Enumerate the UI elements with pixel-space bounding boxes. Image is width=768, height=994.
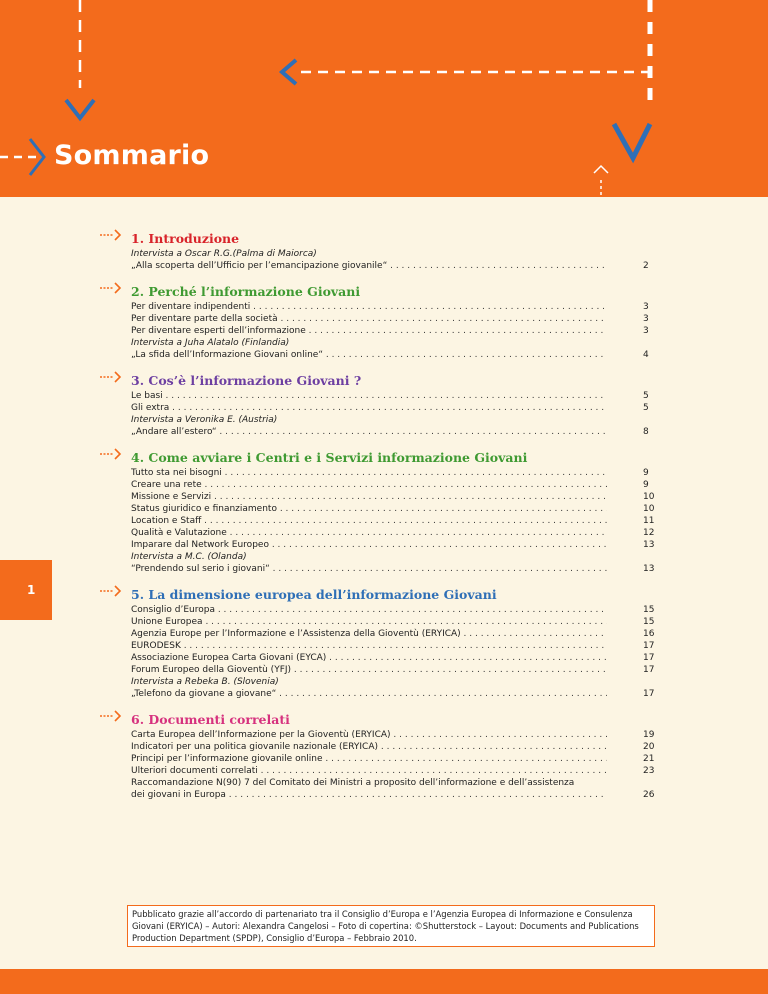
entry-page-number: 10 xyxy=(643,504,655,514)
section-arrow-icon xyxy=(100,448,122,460)
entry-page-number: 17 xyxy=(643,653,655,663)
toc-entry[interactable] xyxy=(131,325,660,337)
toc-entry[interactable] xyxy=(131,604,660,616)
entry-page-number: 4 xyxy=(643,350,649,360)
section-title: 1. Introduzione xyxy=(131,231,240,246)
toc-entry[interactable] xyxy=(131,765,660,777)
section-arrow-icon xyxy=(100,282,122,294)
section-arrow-icon xyxy=(100,585,122,597)
entry-page-number: 9 xyxy=(643,468,649,478)
entry-page-number: 19 xyxy=(643,730,655,740)
entry-text: „La sfida dell’Informazione Giovani online“ . . . xyxy=(131,349,607,361)
interview-label xyxy=(131,248,660,260)
entry-text: Per diventare esperti dell’informazione . . . xyxy=(131,325,607,337)
entry-page-number: 13 xyxy=(643,564,655,574)
entry-text: Associazione Europea Carta Giovani (EYCA) . . . xyxy=(131,652,607,664)
toc-entry[interactable] xyxy=(131,467,660,479)
toc-entry[interactable] xyxy=(131,741,660,753)
entry-text: Per diventare parte della società . . . xyxy=(131,313,607,325)
entry-page-number: 13 xyxy=(643,540,655,550)
entry-text: „Alla scoperta dell’Ufficio per l’emancipazione giovanile“ . . . xyxy=(131,260,607,272)
entry-text: Intervista a Rebeka B. (Slovenia) xyxy=(131,677,279,687)
entry-text: Gli extra . . . xyxy=(131,402,607,414)
entry-text: Qualità e Valutazione . . . xyxy=(131,527,607,539)
section-title: 4. Come avviare i Centri e i Servizi informazione Giovani xyxy=(131,450,528,465)
toc-section xyxy=(100,226,660,272)
toc-section xyxy=(100,445,660,575)
page-title: Sommario xyxy=(54,140,210,171)
toc-entry[interactable] xyxy=(131,616,660,628)
toc-section xyxy=(100,368,660,438)
toc-entry[interactable] xyxy=(131,402,660,414)
section-arrow-icon xyxy=(100,229,122,241)
section-heading[interactable] xyxy=(100,368,660,390)
header-banner xyxy=(0,0,768,197)
entry-text: Imparare dal Network Europeo . . . xyxy=(131,539,607,551)
toc-entry[interactable] xyxy=(131,753,660,765)
section-heading[interactable] xyxy=(100,226,660,248)
entry-page-number: 3 xyxy=(643,302,649,312)
entry-page-number: 17 xyxy=(643,689,655,699)
entry-page-number: 15 xyxy=(643,617,655,627)
toc-entry[interactable] xyxy=(131,688,660,700)
entry-text: Agenzia Europe per l’Informazione e l’Assistenza della Gioventù (ERYICA) . . . xyxy=(131,628,607,640)
entry-page-number: 20 xyxy=(643,742,655,752)
toc-entry[interactable] xyxy=(131,664,660,676)
toc-entry[interactable] xyxy=(131,491,660,503)
footer-bar xyxy=(0,969,768,994)
entry-text-tail: dei giovani in Europa . . . xyxy=(131,789,607,801)
toc-entry[interactable] xyxy=(131,515,660,527)
toc-entry[interactable] xyxy=(131,640,660,652)
toc-entry[interactable] xyxy=(131,652,660,664)
toc-entry[interactable] xyxy=(131,479,660,491)
entry-text: Intervista a Juha Alatalo (Finlandia) xyxy=(131,338,290,348)
entry-text: Intervista a M.C. (Olanda) xyxy=(131,552,247,562)
entry-page-number: 3 xyxy=(643,314,649,324)
toc-entry[interactable] xyxy=(131,628,660,640)
section-heading[interactable] xyxy=(100,582,660,604)
toc-section xyxy=(100,707,660,801)
interview-label xyxy=(131,676,660,688)
entry-page-number: 9 xyxy=(643,480,649,490)
entry-text: Status giuridico e finanziamento . . . xyxy=(131,503,607,515)
toc-entry[interactable] xyxy=(131,729,660,741)
entry-text: Intervista a Veronika E. (Austria) xyxy=(131,415,278,425)
section-title: 6. Documenti correlati xyxy=(131,712,290,727)
entry-text: “Prendendo sul serio i giovani“ . . . xyxy=(131,563,607,575)
entry-text: Principi per l’informazione giovanile online . . . xyxy=(131,753,607,765)
section-heading[interactable] xyxy=(100,445,660,467)
entry-text: Creare una rete . . . xyxy=(131,479,607,491)
entry-text: Per diventare indipendenti . . . xyxy=(131,301,607,313)
page-number: 1 xyxy=(27,583,36,597)
toc-entry[interactable] xyxy=(131,301,660,313)
toc-entry[interactable] xyxy=(131,313,660,325)
entry-text: „Andare all’estero“ . . . xyxy=(131,426,607,438)
toc-entry[interactable] xyxy=(131,539,660,551)
entry-page-number: 12 xyxy=(643,528,655,538)
page-number-box xyxy=(0,560,52,620)
section-heading[interactable] xyxy=(100,279,660,301)
entry-text: Unione Europea . . . xyxy=(131,616,607,628)
section-title: 2. Perché l’informazione Giovani xyxy=(131,284,361,299)
section-title: 5. La dimensione europea dell’informazione Giovani xyxy=(131,587,497,602)
entry-text: Raccomandazione N(90) 7 del Comitato dei Ministri a proposito dell’informazione e dell’assistenza xyxy=(131,778,575,788)
entry-page-number: 2 xyxy=(643,261,649,271)
toc-entry[interactable] xyxy=(131,349,660,361)
table-of-contents xyxy=(100,226,660,808)
toc-entry[interactable] xyxy=(131,426,660,438)
entry-page-number: 10 xyxy=(643,492,655,502)
entry-text: Indicatori per una politica giovanile nazionale (ERYICA) . . . xyxy=(131,741,607,753)
entry-text: Le basi . . . xyxy=(131,390,607,402)
entry-text: Missione e Servizi . . . xyxy=(131,491,607,503)
toc-entry[interactable] xyxy=(131,777,660,801)
entry-page-number: 3 xyxy=(643,326,649,336)
entry-text: Forum Europeo della Gioventù (YFJ) . . . xyxy=(131,664,607,676)
entry-page-number: 17 xyxy=(643,665,655,675)
entry-page-number: 16 xyxy=(643,629,655,639)
entry-page-number: 11 xyxy=(643,516,655,526)
toc-entry[interactable] xyxy=(131,503,660,515)
section-arrow-icon xyxy=(100,371,122,383)
entry-page-number: 26 xyxy=(643,790,655,800)
interview-label xyxy=(131,337,660,349)
entry-text: EURODESK . . . xyxy=(131,640,607,652)
toc-section xyxy=(100,279,660,361)
interview-label xyxy=(131,414,660,426)
toc-entry[interactable] xyxy=(131,390,660,402)
section-title: 3. Cos’è l’informazione Giovani ? xyxy=(131,373,362,388)
entry-page-number: 8 xyxy=(643,427,649,437)
entry-page-number: 5 xyxy=(643,391,649,401)
toc-entry[interactable] xyxy=(131,563,660,575)
entry-text: Ulteriori documenti correlati . . . xyxy=(131,765,607,777)
interview-label xyxy=(131,551,660,563)
entry-page-number: 17 xyxy=(643,641,655,651)
section-heading[interactable] xyxy=(100,707,660,729)
toc-entry[interactable] xyxy=(131,527,660,539)
entry-text: Location e Staff . . . xyxy=(131,515,607,527)
entry-page-number: 23 xyxy=(643,766,655,776)
entry-text: „Telefono da giovane a giovane“ . . . xyxy=(131,688,607,700)
entry-text: Intervista a Oscar R.G.(Palma di Maiorca) xyxy=(131,249,317,259)
toc-section xyxy=(100,582,660,700)
entry-text: Tutto sta nei bisogni . . . xyxy=(131,467,607,479)
credits-box: Pubblicato grazie all’accordo di partenariato tra il Consiglio d’Europa e l’Agenzia Europea di Informazione e Consulenza Giovani (ERYICA) – Autori: Alexandra Cangelosi – Foto di copertina: ©Shutterstock – Layout: Documents and Publications Production Department (SPDP), Consiglio d’Europa – Febbraio 2010. xyxy=(127,905,655,947)
entry-text: Consiglio d’Europa . . . xyxy=(131,604,607,616)
toc-entry[interactable] xyxy=(131,260,660,272)
entry-page-number: 21 xyxy=(643,754,655,764)
entry-page-number: 15 xyxy=(643,605,655,615)
entry-text: Carta Europea dell’Informazione per la Gioventù (ERYICA) . . . xyxy=(131,729,607,741)
section-arrow-icon xyxy=(100,710,122,722)
entry-page-number: 5 xyxy=(643,403,649,413)
